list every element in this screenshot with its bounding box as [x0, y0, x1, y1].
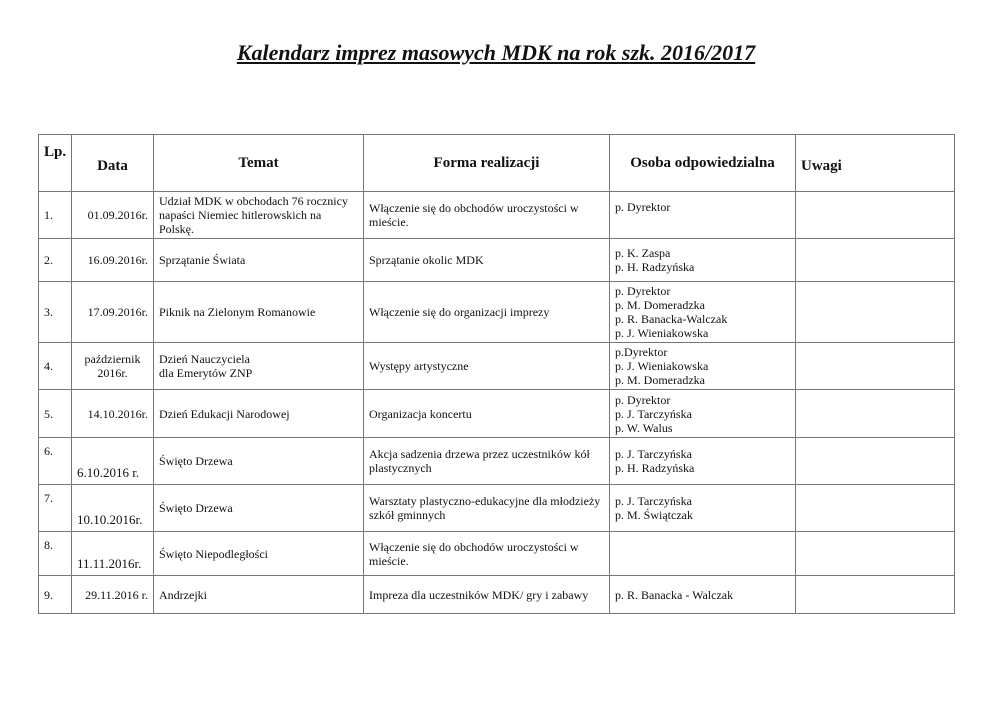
row-topic: Andrzejki	[154, 576, 364, 614]
row-topic: Święto Drzewa	[154, 438, 364, 485]
row-notes	[796, 576, 955, 614]
row-notes	[796, 192, 955, 239]
row-persons: p. J. Tarczyńska p. H. Radzyńska	[610, 438, 796, 485]
row-number: 8.	[39, 532, 72, 576]
row-persons	[610, 532, 796, 576]
row-persons: p. J. Tarczyńska p. M. Świątczak	[610, 485, 796, 532]
row-notes	[796, 282, 955, 343]
header-topic: Temat	[154, 135, 364, 192]
row-number: 7.	[39, 485, 72, 532]
row-topic: Dzień Edukacji Narodowej	[154, 390, 364, 438]
table-row	[39, 390, 955, 438]
row-form: Występy artystyczne	[364, 343, 610, 390]
row-number: 4.	[39, 343, 72, 390]
row-topic: Dzień Nauczyciela dla Emerytów ZNP	[154, 343, 364, 390]
table-row	[39, 485, 955, 532]
row-form: Akcja sadzenia drzewa przez uczestników kół plastycznych	[364, 438, 610, 485]
row-persons: p. Dyrektor p. J. Tarczyńska p. W. Walus	[610, 390, 796, 438]
row-topic: Piknik na Zielonym Romanowie	[154, 282, 364, 343]
row-form: Włączenie się do obchodów uroczystości w mieście.	[364, 532, 610, 576]
row-persons: p. Dyrektor p. M. Domeradzka p. R. Banacka-Walczak p. J. Wieniakowska	[610, 282, 796, 343]
row-notes	[796, 438, 955, 485]
table-body	[39, 192, 955, 614]
table-header-row	[39, 135, 955, 192]
events-table	[38, 134, 955, 614]
row-form: Włączenie się do organizacji imprezy	[364, 282, 610, 343]
table-row	[39, 239, 955, 282]
header-date: Data	[72, 135, 154, 192]
row-date: 17.09.2016r.	[72, 282, 154, 343]
row-number: 9.	[39, 576, 72, 614]
row-number: 3.	[39, 282, 72, 343]
header-notes: Uwagi	[796, 135, 955, 192]
row-notes	[796, 390, 955, 438]
table-row	[39, 282, 955, 343]
row-date: 29.11.2016 r.	[72, 576, 154, 614]
table-row	[39, 532, 955, 576]
row-date: 6.10.2016 r.	[72, 438, 154, 485]
header-lp: Lp.	[39, 135, 72, 192]
table-row	[39, 576, 955, 614]
row-topic: Sprzątanie Świata	[154, 239, 364, 282]
row-persons: p.Dyrektor p. J. Wieniakowska p. M. Domeradzka	[610, 343, 796, 390]
header-form: Forma realizacji	[364, 135, 610, 192]
row-persons: p. R. Banacka - Walczak	[610, 576, 796, 614]
row-form: Warsztaty plastyczno-edukacyjne dla młodzieży szkół gminnych	[364, 485, 610, 532]
row-form: Włączenie się do obchodów uroczystości w mieście.	[364, 192, 610, 239]
row-number: 6.	[39, 438, 72, 485]
row-notes	[796, 532, 955, 576]
row-number: 1.	[39, 192, 72, 239]
table-row	[39, 192, 955, 239]
table-row	[39, 438, 955, 485]
row-form: Organizacja koncertu	[364, 390, 610, 438]
header-persons: Osoba odpowiedzialna	[610, 135, 796, 192]
row-form: Impreza dla uczestników MDK/ gry i zabawy	[364, 576, 610, 614]
row-topic: Święto Drzewa	[154, 485, 364, 532]
row-topic: Święto Niepodległości	[154, 532, 364, 576]
row-topic: Udział MDK w obchodach 76 rocznicy napaści Niemiec hitlerowskich na Polskę.	[154, 192, 364, 239]
row-persons: p. Dyrektor	[610, 192, 796, 239]
row-notes	[796, 485, 955, 532]
row-notes	[796, 343, 955, 390]
row-date: 01.09.2016r.	[72, 192, 154, 239]
document-title: Kalendarz imprez masowych MDK na rok szk. 2016/2017	[236, 40, 756, 65]
row-notes	[796, 239, 955, 282]
row-number: 5.	[39, 390, 72, 438]
row-number: 2.	[39, 239, 72, 282]
row-date: 11.11.2016r.	[72, 532, 154, 576]
row-date: październik 2016r.	[72, 343, 154, 390]
row-date: 14.10.2016r.	[72, 390, 154, 438]
table-row	[39, 343, 955, 390]
row-date: 10.10.2016r.	[72, 485, 154, 532]
row-date: 16.09.2016r.	[72, 239, 154, 282]
row-persons: p. K. Zaspa p. H. Radzyńska	[610, 239, 796, 282]
row-form: Sprzątanie okolic MDK	[364, 239, 610, 282]
